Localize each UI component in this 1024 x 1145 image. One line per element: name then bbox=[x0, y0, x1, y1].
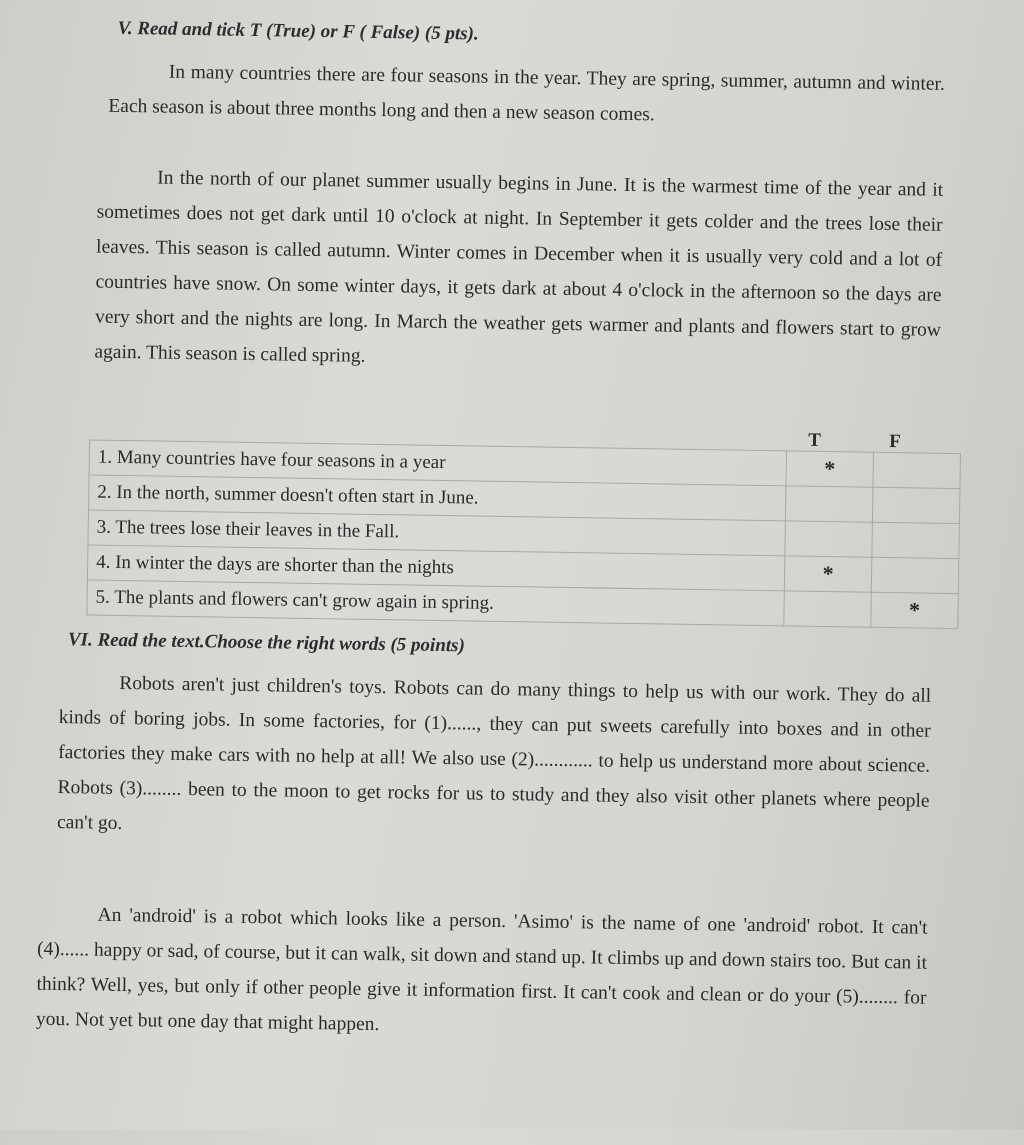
section-6-paragraph-2: An 'android' is a robot which looks like a person. 'Asimo' is the name of one 'android' robot. It can't (4)...... happy or sad, of course, but it can walk, sit down and stand up. It climbs up and down stairs too. But can it think? Well, yes, but only if other people give it information first. It can't cook and clean or do your (5)........ for you. Not yet but one day that might happen. bbox=[35, 904, 928, 1036]
false-answer-cell[interactable] bbox=[872, 487, 960, 523]
statement-cell: 5. The plants and flowers can't grow again in spring. bbox=[87, 580, 784, 626]
true-answer-cell[interactable]: * bbox=[786, 451, 874, 487]
section-5-paragraph-1: In many countries there are four seasons in the year. They are spring, summer, autumn and winter. Each season is about three months long and then a new season comes. bbox=[108, 61, 945, 126]
section-6-paragraph-1: Robots aren't just children's toys. Robots can do many things to help us with our work. They do all kinds of boring jobs. In some factories, for (1)......, they can put sweets carefully into boxes and in other factories they make cars with no help at all! We also use (2)............ to help us understand more about science. Robots (3)........ been to the moon to get rocks for us to study and they also visit other planets where people can't go. bbox=[56, 672, 932, 835]
statement-cell: 4. In winter the days are shorter than the nights bbox=[87, 545, 784, 591]
true-answer-cell[interactable] bbox=[785, 486, 873, 522]
false-answer-cell[interactable] bbox=[873, 452, 961, 488]
true-answer-cell[interactable] bbox=[784, 591, 872, 627]
true-answer-cell[interactable]: * bbox=[784, 556, 872, 592]
statement-cell: 1. Many countries have four seasons in a year bbox=[89, 440, 786, 486]
section-5-heading: V. Read and tick T (True) or F ( False) (5 pts). bbox=[117, 17, 479, 45]
true-answer-cell[interactable] bbox=[785, 521, 873, 557]
statement-cell: 3. The trees lose their leaves in the Fall. bbox=[88, 510, 785, 556]
column-t-header: T bbox=[808, 429, 822, 451]
false-answer-cell[interactable] bbox=[872, 522, 960, 558]
statement-cell: 2. In the north, summer doesn't often start in June. bbox=[89, 475, 786, 521]
false-answer-cell[interactable] bbox=[871, 557, 959, 593]
section-5-paragraph-2: In the north of our planet summer usually begins in June. It is the warmest time of the year and it sometimes does not get dark until 10 o'clock at night. In September it gets colder and the trees lose their leaves. This season is called autumn. Winter comes in December when it is usually very cold and a lot of countries have snow. On some winter days, it gets dark at about 4 o'clock in the afternoon so the days are very short and the nights are long. In March the weather gets warmer and plants and flowers start to grow again. This season is called spring. bbox=[94, 167, 944, 367]
false-answer-cell[interactable]: * bbox=[871, 592, 959, 628]
section-6-heading: VI. Read the text.Choose the right words (5 points) bbox=[67, 629, 466, 657]
column-f-header: F bbox=[889, 431, 901, 453]
true-false-table bbox=[86, 439, 961, 629]
